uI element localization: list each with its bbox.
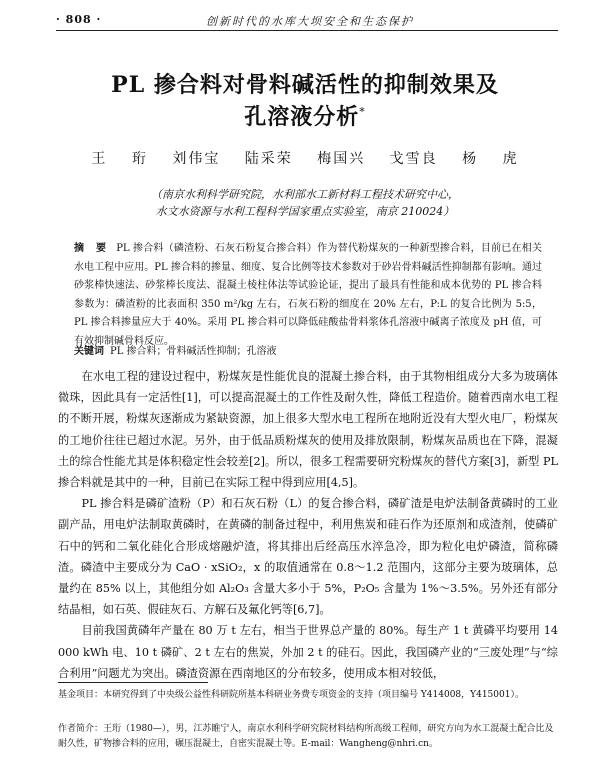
title-footnote-mark: * — [359, 105, 366, 119]
footnote-fund: 基金项目：本研究得到了中央级公益性科研院所基本科研业务费专项资金的支持（项目编号 Y414008，Y415001）。 — [58, 690, 524, 700]
page-number: · 808 · — [56, 13, 102, 26]
body-paragraph-3: 目前我国黄磷年产量在 80 万 t 左右，相当于世界总产量的 80%。每生产 1 t 黄磷平均要用 14 000 kWh 电、10 t 磷矿、2 t 左右的焦炭，外加 2 t 的硅石。因此，我国磷产业的“三废处理”与“综合利用”问题尤为突出。磷渣资源在西南地区的分布较多，使用成本相对较低， — [58, 624, 558, 680]
author-list: 王 珩 刘伟宝 陆采荣 梅国兴 戈雪良 杨 虎 — [91, 151, 519, 167]
abstract-text: PL 掺合料（磷渣粉、石灰石粉复合掺合料）作为替代粉煤灰的一种新型掺合料，目前已在相关水电工程中应用。PL 掺合料的掺量、细度、复合比例等技术参数对于砂岩骨料碱活性抑制都有影响。通过砂浆棒快速法、砂浆棒长度法、混凝土棱柱体法等试验论证，提出了最具有性能和成本优势的 PL 掺合料参数为：磷渣粉的比表面积 350 m²/kg 左右，石灰石粉的细度在 20% 左右，P:L 的复合比例为 5:5，PL 掺合料掺量应大于 40%。采用 PL 掺合料可以降低硅酸盐骨料浆体孔溶液中碱离子浓度及 pH 值，可有效抑制碱骨料反应。 — [74, 243, 542, 347]
body-paragraph-2: PL 掺合料是磷矿渣粉（P）和石灰石粉（L）的复合掺合料，磷矿渣是电炉法制备黄磷时的工业副产品，用电炉法制取黄磷时，在黄磷的制备过程中，利用焦炭和硅石作为还原剂和成渣剂，使磷矿石中的钙和二氧化硅化合形成熔融炉渣，将其排出后经高压水淬急冷，即为粒化电炉磷渣，简称磷渣。磷渣中主要成分为 CaO · xSiO₂，x 的取值通常在 0.8～1.2 范围内，这部分主要为玻璃体，总量约在 85% 以上，其他组分如 Al₂O₃ 含量大多小于 5%，P₂O₅ 含量为 1%～3.5%。另外还有部分结晶相，如石英、假硅灰石、方解石及氟化钙等[6,7]。 — [58, 497, 558, 617]
keywords — [74, 342, 542, 357]
paper-title-line2 — [60, 100, 550, 131]
journal-title: 创新时代的水库大坝安全和生态保护 — [206, 15, 414, 28]
running-header — [56, 10, 558, 32]
affiliation-line2: 水文水资源与水利工程科学国家重点实验室，南京 210024） — [155, 205, 455, 218]
paper-title-line1: PL 掺合料对骨料碱活性的抑制效果及 — [111, 72, 499, 98]
body-paragraph-1: 在水电工程的建设过程中，粉煤灰是性能优良的混凝土掺合料，由于其物相组成分大多为玻璃体微珠，因此具有一定活性[1]，可以提高混凝土的工作性及耐久性，降低工程造价。随着西南水电工程的不断开展，粉煤灰逐渐成为紧缺资源，加上很多大型水电工程所在地附近没有大型火电厂，粉煤灰的工地价往往已超过水泥。另外，由于低品质粉煤灰的使用及排放限制，粉煤灰品质也在下降，混凝土的综合性能尤其是体积稳定性会较差[2]。所以，很多工程需要研究粉煤灰的替代方案[3]，新型 PL 掺合料就是其中的一种，目前已在实际工程中得到应用[4,5]。 — [58, 370, 558, 490]
keywords-text: PL 掺合料；骨料碱活性抑制；孔溶液 — [110, 346, 277, 357]
title-line2-text: 孔溶液分析 — [244, 104, 360, 130]
body-text — [58, 366, 558, 684]
keywords-label: 关键词 — [74, 346, 104, 357]
abstract — [74, 240, 542, 351]
header-rule — [56, 30, 558, 31]
affiliation-line1: （南京水利科学研究院，水利部水工新材料工程技术研究中心， — [151, 188, 459, 201]
abstract-label: 摘 要 — [74, 243, 111, 254]
footnote-rule — [58, 682, 208, 683]
footnote-author: 作者简介：王珩（1980—），男，江苏睢宁人，南京水利科学研究院材料结构所高级工程师，研究方向为水工混凝土配合比及耐久性，矿物掺合料的应用，碾压混凝土，自密实混凝土等。E-mail：Wangheng@nhri.cn。 — [58, 724, 554, 749]
